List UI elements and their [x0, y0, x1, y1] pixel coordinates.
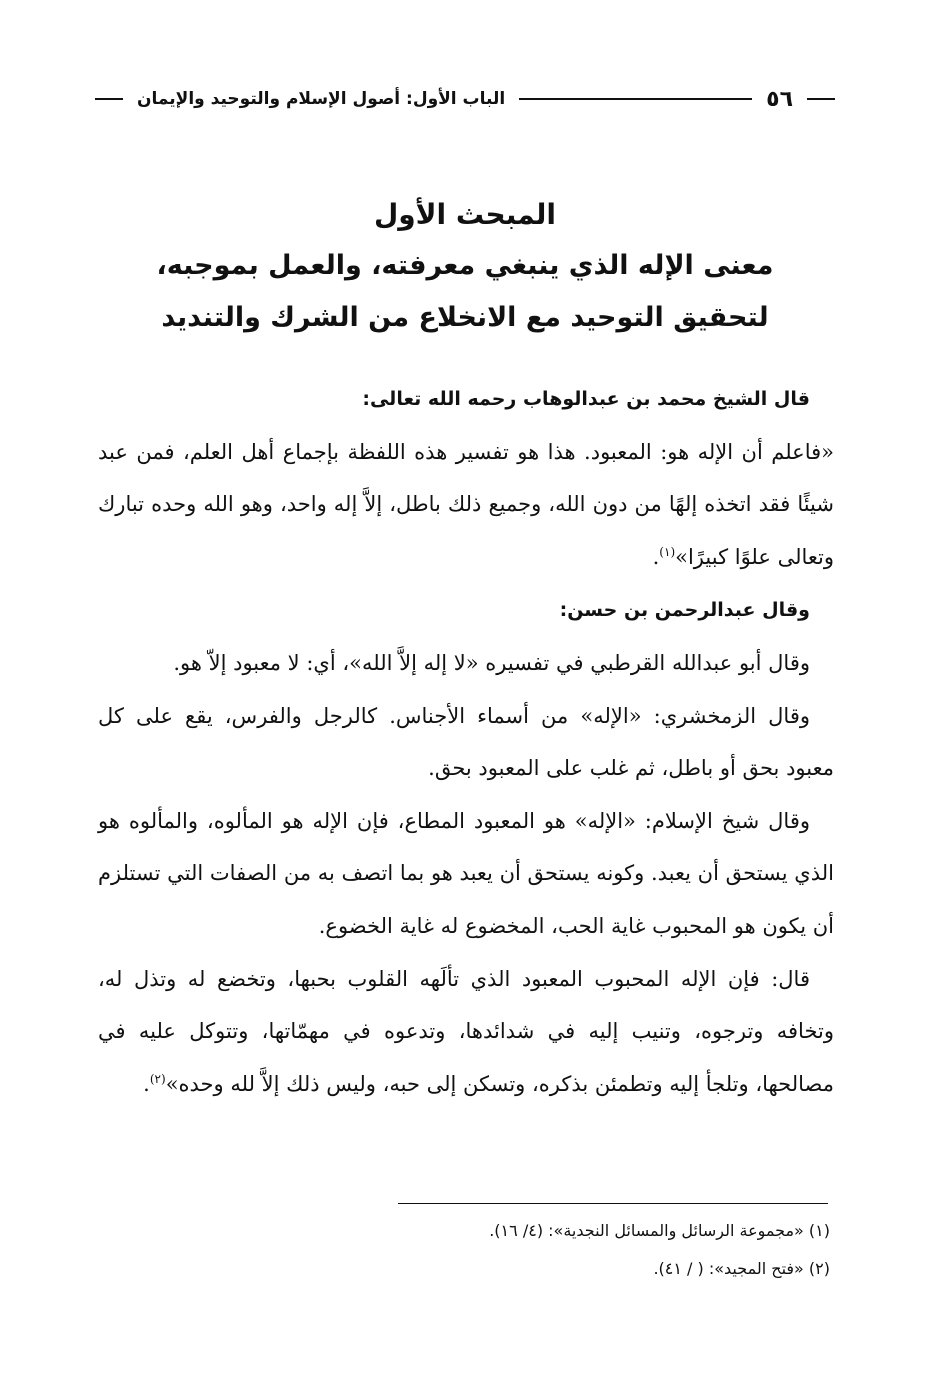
section-title: المبحث الأول	[373, 198, 557, 231]
paragraph	[98, 426, 834, 584]
speaker-line	[98, 583, 834, 637]
speaker-line	[98, 372, 834, 426]
section-heading	[95, 190, 835, 344]
header-rule-right	[807, 98, 835, 100]
running-title: الباب الأول: أصول الإسلام والتوحيد والإيمان	[137, 89, 506, 109]
page-number: ٥٦	[766, 86, 793, 112]
speaker-label: وقال عبدالرحمن بن حسن:	[559, 599, 810, 622]
paragraph: وقال أبو عبدالله القرطبي في تفسيره «لا إله إلاَّ الله»، أي: لا معبود إلاّ هو.	[173, 650, 810, 675]
body-text	[98, 372, 834, 1110]
header-rule-left	[95, 98, 123, 100]
section-subtitle-line-1: معنى الإله الذي ينبغي معرفته، والعمل بموجبه،	[156, 250, 774, 281]
paragraph	[98, 953, 834, 1111]
paragraph-text: «فاعلم أن الإله هو: المعبود. هذا هو تفسير هذه اللفظة بإجماع أهل العلم، فمن عبد شيئًا فقد اتخذه إلهًا من دون الله، وجميع ذلك باطل، إلاَّ إله واحد، وهو الله وحده تبارك وتعالى علوًا كبيرًا»	[98, 439, 834, 569]
footnote-marker: (١)	[659, 544, 676, 559]
paragraph-text: قال: فإن الإله المحبوب المعبود الذي تألَهه القلوب بحبها، وتخضع له وتذل له، وتخافه وترجوه، وتنيب إليه في شدائدها، وتدعوه في مهمّاتها، وتتوكل عليه في مصالحها، وتلجأ إليه وتطمئن بذكره، وتسكن إلى حبه، وليس ذلك إلاَّ لله وحده»	[98, 966, 834, 1096]
paragraph-end: .	[652, 544, 660, 569]
footnote-2: (٢) «فتح المجيد»: ( / ٤١).	[653, 1259, 830, 1278]
header-rule-middle	[519, 98, 752, 100]
paragraph: وقال الزمخشري: «الإله» من أسماء الأجناس. كالرجل والفرس، يقع على كل معبود بحق أو باطل، ثم غلب على المعبود بحق.	[98, 703, 834, 781]
running-header	[95, 84, 835, 114]
speaker-label: قال الشيخ محمد بن عبدالوهاب رحمه الله تعالى:	[362, 388, 810, 410]
footnote-1: (١) «مجموعة الرسائل والمسائل النجدية»: (٤/ ١٦).	[489, 1221, 830, 1240]
paragraph: وقال شيخ الإسلام: «الإله» هو المعبود المطاع، فإن الإله هو المألوه، والمألوه هو الذي يستحق أن يعبد. وكونه يستحق أن يعبد هو بما اتصف به من الصفات التي تستلزم أن يكون هو المحبوب غاية الحب، المخضوع له غاية الخضوع.	[98, 808, 834, 938]
footnote-marker: (٢)	[149, 1071, 166, 1086]
footnotes	[98, 1212, 830, 1288]
section-subtitle-line-2: لتحقيق التوحيد مع الانخلاع من الشرك والتنديد	[161, 302, 769, 333]
paragraph-end: .	[143, 1071, 150, 1096]
footnote-divider	[398, 1203, 828, 1204]
